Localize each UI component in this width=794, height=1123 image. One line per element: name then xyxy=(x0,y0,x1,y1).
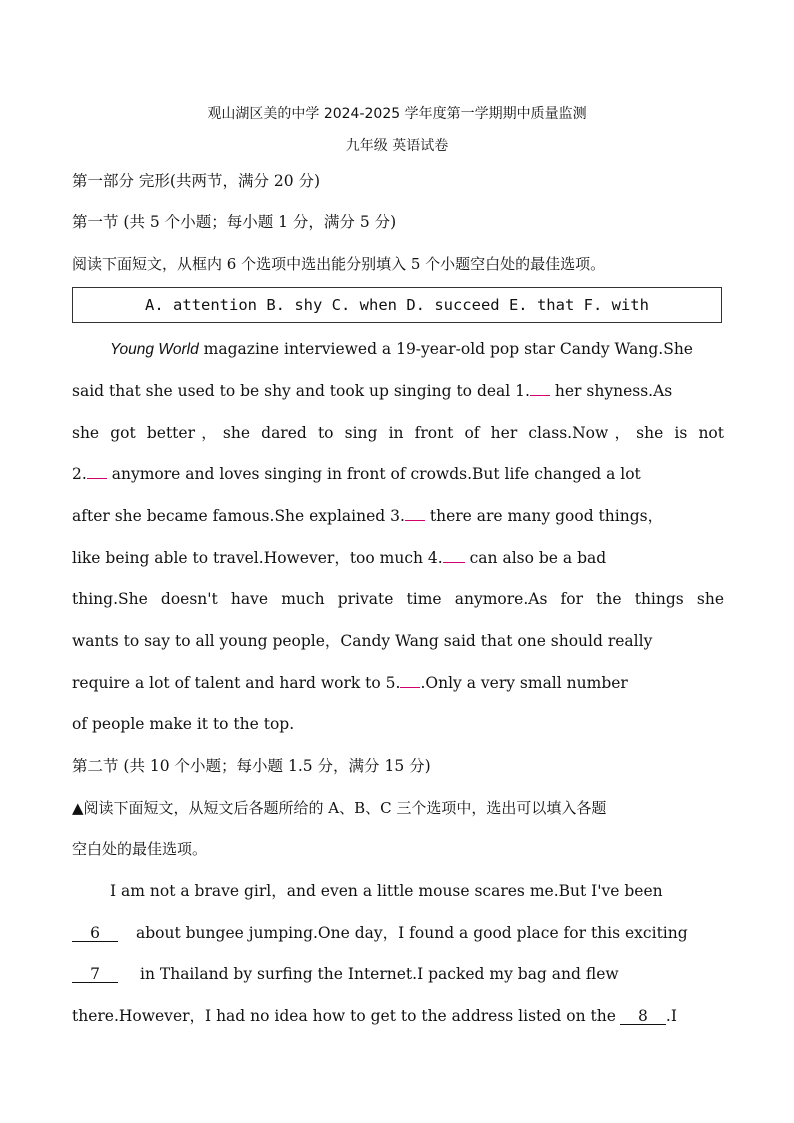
passage1-line-5 xyxy=(72,505,724,527)
section1-instruction: 阅读下面短文，从框内 6 个选项中选出能分别填入 5 个小题空白处的最佳选项。 xyxy=(72,255,606,273)
passage2-text: .I xyxy=(665,1007,677,1025)
passage1-text: her shyness.As xyxy=(549,382,673,400)
section2-instruction-1: ▲阅读下面短文，从短文后各题所给的 A、B、C 三个选项中，选出可以填入各题 xyxy=(72,799,607,817)
passage1-text: there are many good things， xyxy=(424,507,664,525)
blank-5[interactable] xyxy=(400,687,420,688)
passage1-text: .Only a very small number xyxy=(420,674,628,692)
passage2-line-4 xyxy=(72,1005,724,1027)
passage1-text: like being able to travel.However，too much 4. xyxy=(72,549,443,567)
passage1-text: require a lot of talent and hard work to 5. xyxy=(72,674,401,692)
part1-title: 第一部分 完形(共两节，满分 20 分) xyxy=(72,172,321,190)
passage2-line-2 xyxy=(72,922,724,944)
blank-8[interactable]: 8 xyxy=(620,1008,666,1025)
passage1-line-10: of people make it to the top. xyxy=(72,715,295,733)
passage1-text: 2. xyxy=(72,465,87,483)
passage1-text: magazine interviewed a 19-year-old pop star Candy Wang.She xyxy=(198,340,693,358)
exam-subtitle: 九年级 英语试卷 xyxy=(345,138,449,154)
passage2-line-3 xyxy=(72,963,724,985)
passage1-line-2 xyxy=(72,380,724,402)
passage1-line-4 xyxy=(72,463,724,485)
blank-4[interactable] xyxy=(443,562,465,563)
blank-7[interactable]: 7 xyxy=(72,966,118,983)
passage1-text: said that she used to be shy and took up singing to deal 1. xyxy=(72,382,530,400)
passage1-text: after she became famous.She explained 3. xyxy=(72,507,405,525)
section1-title: 第一节 (共 5 个小题；每小题 1 分，满分 5 分) xyxy=(72,213,397,231)
section2-instruction-2: 空白处的最佳选项。 xyxy=(72,840,208,858)
passage1-line-6 xyxy=(72,547,724,569)
passage1-line-3: she got better，she dared to sing in front of her class.Now，she is not xyxy=(72,424,724,442)
blank-6[interactable]: 6 xyxy=(72,925,118,942)
exam-title: 观山湖区美的中学 2024-2025 学年度第一学期期中质量监测 xyxy=(207,106,587,122)
passage1-line-7: thing.She doesn't have much private time anymore.As for the things she xyxy=(72,590,724,608)
passage2-text: there.However，I had no idea how to get to the address listed on the xyxy=(72,1007,616,1025)
passage2-line-1: I am not a brave girl，and even a little mouse scares me.But I've been xyxy=(110,882,663,900)
passage1-text: anymore and loves singing in front of crowds.But life changed a lot xyxy=(106,465,641,483)
passage2-text: about bungee jumping.One day，I found a good place for this exciting xyxy=(136,924,688,942)
passage1-text: can also be a bad xyxy=(464,549,607,567)
passage2-text: in Thailand by surfing the Internet.I packed my bag and flew xyxy=(140,965,619,983)
section2-title: 第二节 (共 10 个小题；每小题 1.5 分，满分 15 分) xyxy=(72,757,431,775)
blank-3[interactable] xyxy=(405,520,425,521)
passage1-line-8: wants to say to all young people，Candy Wang said that one should really xyxy=(72,632,653,650)
passage1-line-1 xyxy=(110,338,724,361)
blank-1[interactable] xyxy=(530,395,550,396)
blank-2[interactable] xyxy=(87,478,107,479)
magazine-title: Young World xyxy=(110,341,199,358)
options-box: A. attention B. shy C. when D. succeed E. that F. with xyxy=(72,287,722,323)
passage1-line-9 xyxy=(72,672,724,694)
